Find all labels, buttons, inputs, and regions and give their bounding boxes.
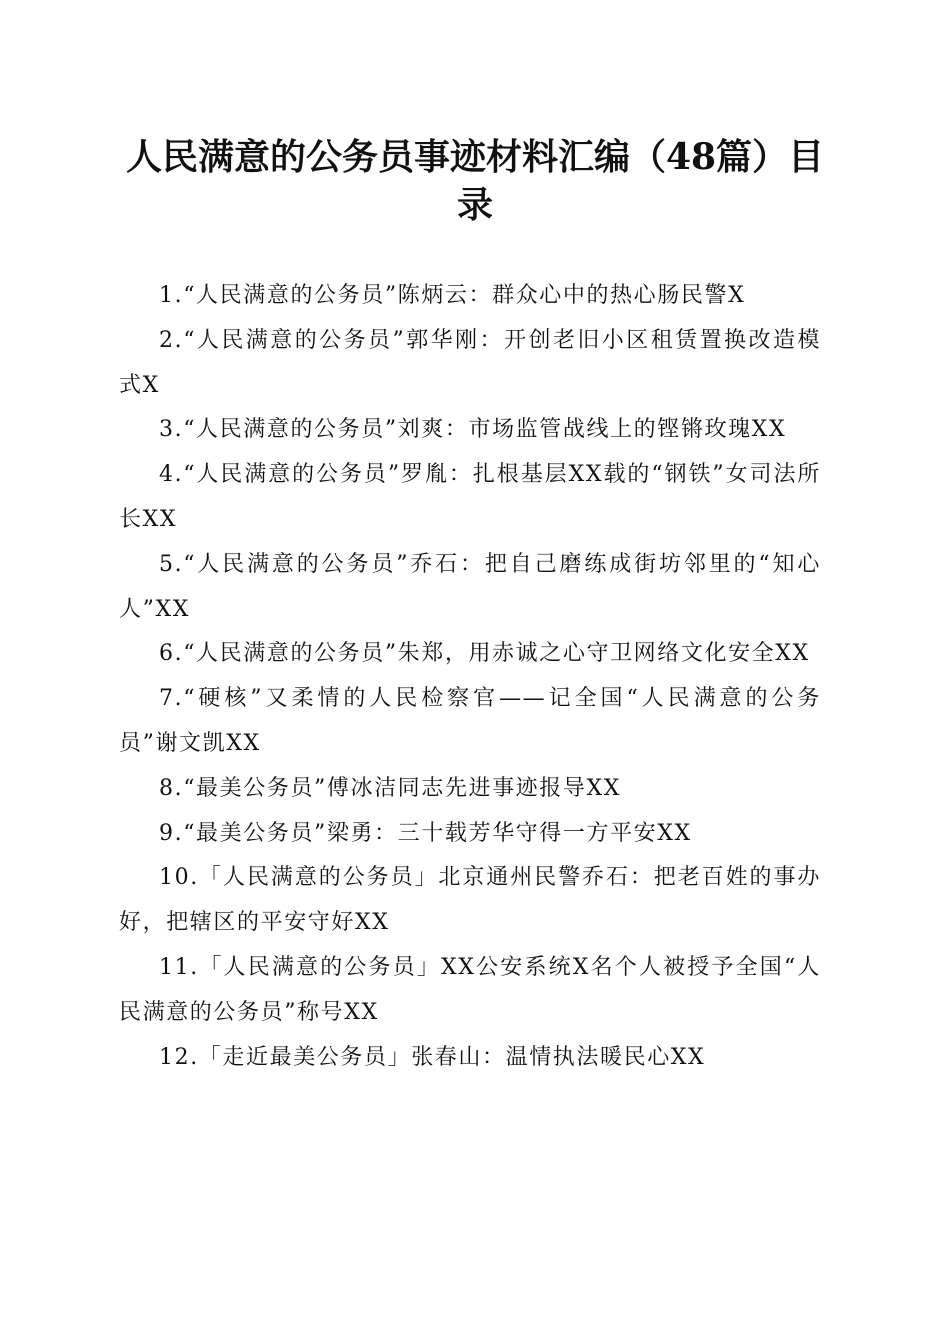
toc-item: 3.“人民满意的公务员”刘爽：市场监管战线上的铿锵玫瑰XX [159, 417, 787, 443]
toc-item: 8.“最美公务员”傅冰洁同志先进事迹报导XX [159, 775, 622, 801]
table-of-contents [119, 274, 821, 1080]
toc-item: 6.“人民满意的公务员”朱郑，用赤诚之心守卫网络文化安全XX [159, 641, 810, 667]
toc-item: 5.“人民满意的公务员”乔石：把自己磨练成街坊邻里的“知心人”XX [119, 551, 821, 622]
toc-item: 7.“硬核”又柔情的人民检察官——记全国“人民满意的公务员”谢文凯XX [119, 686, 821, 756]
toc-item: 10.「人民满意的公务员」北京通州民警乔石：把老百姓的事办好，把辖区的平安守好XX [119, 865, 821, 936]
toc-item: 12.「走近最美公务员」张春山：温情执法暖民心XX [159, 1044, 706, 1070]
document-title: 人民满意的公务员事迹材料汇编（48篇）目录 [125, 136, 825, 226]
toc-item: 9.“最美公务员”梁勇：三十载芳华守得一方平安XX [159, 820, 692, 846]
toc-item: 1.“人民满意的公务员”陈炳云：群众心中的热心肠民警X [159, 283, 746, 308]
toc-item: 4.“人民满意的公务员”罗胤：扎根基层XX载的“钢铁”女司法所长XX [119, 462, 821, 532]
toc-item: 2.“人民满意的公务员”郭华刚：开创老旧小区租赁置换改造模式X [119, 327, 821, 398]
toc-item: 11.「人民满意的公务员」XX公安系统X名个人被授予全国“人民满意的公务员”称号XX [119, 954, 821, 1025]
